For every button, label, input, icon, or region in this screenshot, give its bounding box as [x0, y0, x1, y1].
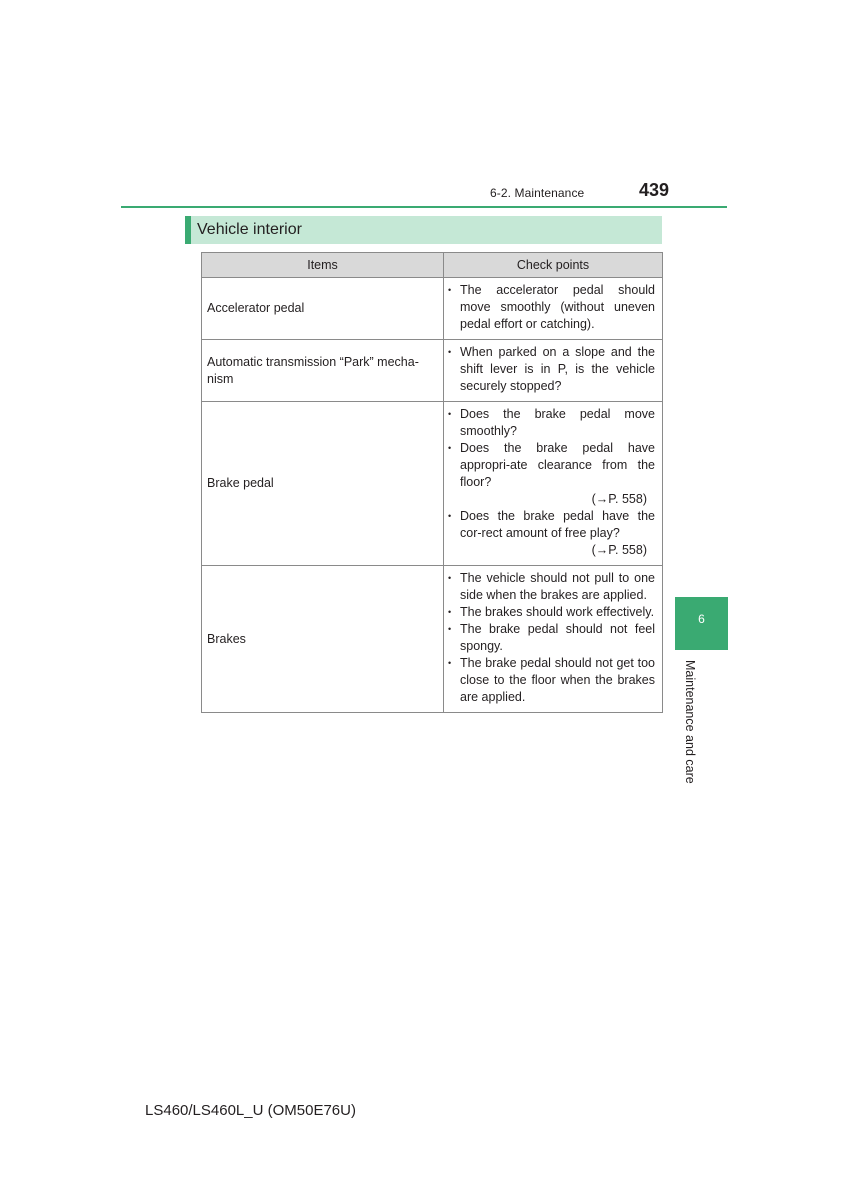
bullet-icon: •	[448, 511, 452, 521]
item-cell: Accelerator pedal	[202, 278, 444, 340]
chapter-tab[interactable]	[675, 597, 728, 650]
check-point	[448, 440, 655, 491]
table-row	[202, 566, 663, 713]
check-point-text: The brakes should work effectively.	[460, 605, 655, 619]
check-point-text: Does the brake pedal have appropri-ate clearance from the floor?	[460, 441, 655, 489]
check-point-text: The brake pedal should not get too close to the floor when the brakes are applied.	[460, 656, 655, 704]
header-rule	[121, 206, 727, 208]
check-point-text: The vehicle should not pull to one side when the brakes are applied.	[460, 571, 655, 602]
check-points-cell	[444, 278, 663, 340]
check-point	[448, 655, 655, 706]
check-point	[448, 604, 655, 621]
header-section: 6-2. Maintenance	[490, 186, 585, 200]
page-reference: (→P. 558)	[591, 492, 647, 506]
bullet-icon: •	[448, 443, 452, 453]
bullet-icon: •	[448, 285, 452, 295]
item-cell: Brake pedal	[202, 402, 444, 566]
column-header-items: Items	[202, 253, 444, 278]
bullet-icon: •	[448, 658, 452, 668]
bullet-icon: •	[448, 409, 452, 419]
check-point-text: Does the brake pedal move smoothly?	[460, 407, 655, 438]
page-reference: (→P. 558)	[591, 543, 647, 557]
section-title: Vehicle interior	[185, 216, 662, 244]
check-table	[201, 252, 663, 713]
bullet-icon: •	[448, 624, 452, 634]
item-cell: Brakes	[202, 566, 444, 713]
column-header-check-points: Check points	[444, 253, 663, 278]
page-number: 439	[639, 180, 670, 200]
check-point-text: The accelerator pedal should move smoothly (without uneven pedal effort or catching).	[460, 283, 655, 331]
bullet-icon: •	[448, 607, 452, 617]
table-header-row	[202, 253, 663, 278]
table-row	[202, 340, 663, 402]
chapter-label: Maintenance and care	[683, 660, 697, 784]
table-row	[202, 278, 663, 340]
table-row	[202, 402, 663, 566]
item-cell: Automatic transmission “Park” mecha-nism	[202, 340, 444, 402]
check-point-text: Does the brake pedal have the cor-rect amount of free play?	[460, 509, 655, 540]
check-point-text: The brake pedal should not feel spongy.	[460, 622, 655, 653]
check-points-cell	[444, 566, 663, 713]
check-points-cell	[444, 340, 663, 402]
check-point	[448, 508, 655, 542]
check-point	[448, 621, 655, 655]
check-point	[448, 570, 655, 604]
bullet-icon: •	[448, 347, 452, 357]
check-point	[448, 344, 655, 395]
chapter-number: 6	[698, 612, 705, 626]
bullet-icon: •	[448, 573, 452, 583]
check-point	[448, 282, 655, 333]
check-point	[448, 406, 655, 440]
check-point-text: When parked on a slope and the shift lever is in P, is the vehicle securely stopped?	[460, 345, 655, 393]
footer-model: LS460/LS460L_U (OM50E76U)	[145, 1102, 356, 1119]
check-points-cell	[444, 402, 663, 566]
